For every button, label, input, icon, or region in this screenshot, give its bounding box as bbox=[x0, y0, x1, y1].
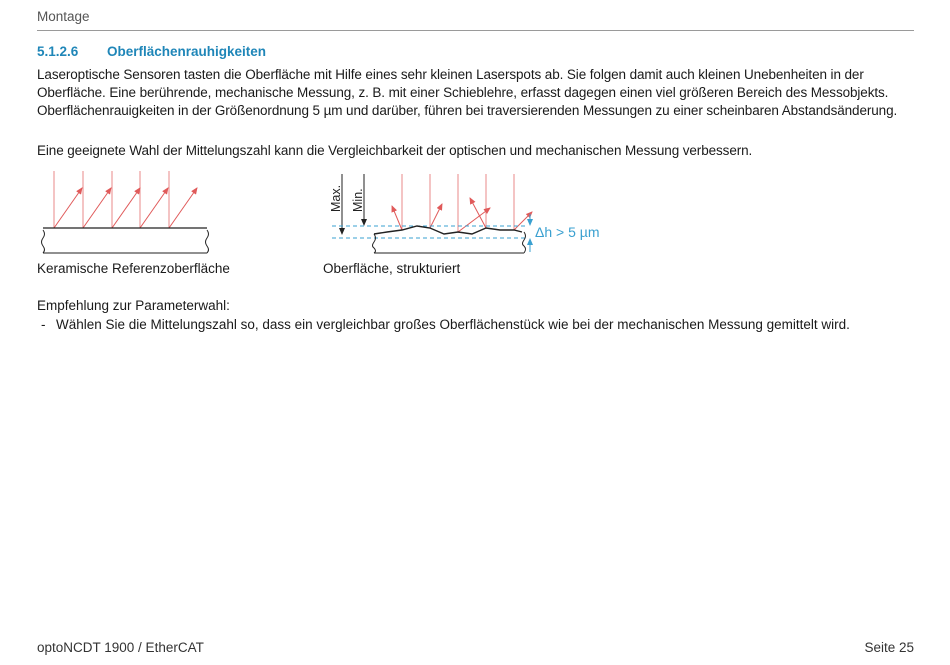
recommendation-list bbox=[37, 316, 907, 334]
section-heading bbox=[37, 44, 266, 59]
page-header-title: Montage bbox=[37, 9, 90, 24]
label-delta-h: Δh > 5 µm bbox=[535, 224, 600, 240]
header-rule bbox=[37, 30, 914, 31]
label-min: Min. bbox=[351, 188, 365, 212]
paragraph-averaging: Eine geeignete Wahl der Mittelungszahl kann die Vergleichbarkeit der optischen und mechanischen Messung verbessern. bbox=[37, 143, 753, 158]
section-number: 5.1.2.6 bbox=[37, 44, 79, 59]
list-item-text: Wählen Sie die Mittelungszahl so, dass ein vergleichbar großes Oberflächenstück wie bei der mechanischen Messung gemittelt wird. bbox=[56, 317, 850, 332]
label-max: Max. bbox=[329, 184, 343, 212]
paragraph-roughness-intro: Laseroptische Sensoren tasten die Oberfläche mit Hilfe eines sehr kleinen Laserspots ab. Sie folgen damit auch kleinen Unebenheiten in der Oberfläche. Eine berührende, mechanische Messung, z. B. mit einer Schieblehre, erfasst dagegen einen viel größeren Bereich des Messobjekts. Oberflächenrauigkeiten in der Größenordnung 5 µm und darüber, führen bei traversierenden Messungen zu einer scheinbaren Abstandsänderung. bbox=[37, 67, 898, 118]
list-dash: - bbox=[41, 317, 46, 332]
caption-structured-surface: Oberfläche, strukturiert bbox=[323, 261, 461, 276]
list-item bbox=[37, 316, 907, 334]
section-title: Oberflächenrauhigkeiten bbox=[107, 44, 267, 59]
figure-ceramic-reference-surface bbox=[37, 168, 217, 258]
footer-page-number: Seite 25 bbox=[864, 640, 914, 655]
recommendation-title: Empfehlung zur Parameterwahl: bbox=[37, 298, 230, 313]
footer-product: optoNCDT 1900 / EtherCAT bbox=[37, 640, 204, 655]
caption-ceramic-reference: Keramische Referenzoberfläche bbox=[37, 261, 230, 276]
figure-structured-surface bbox=[322, 168, 622, 258]
